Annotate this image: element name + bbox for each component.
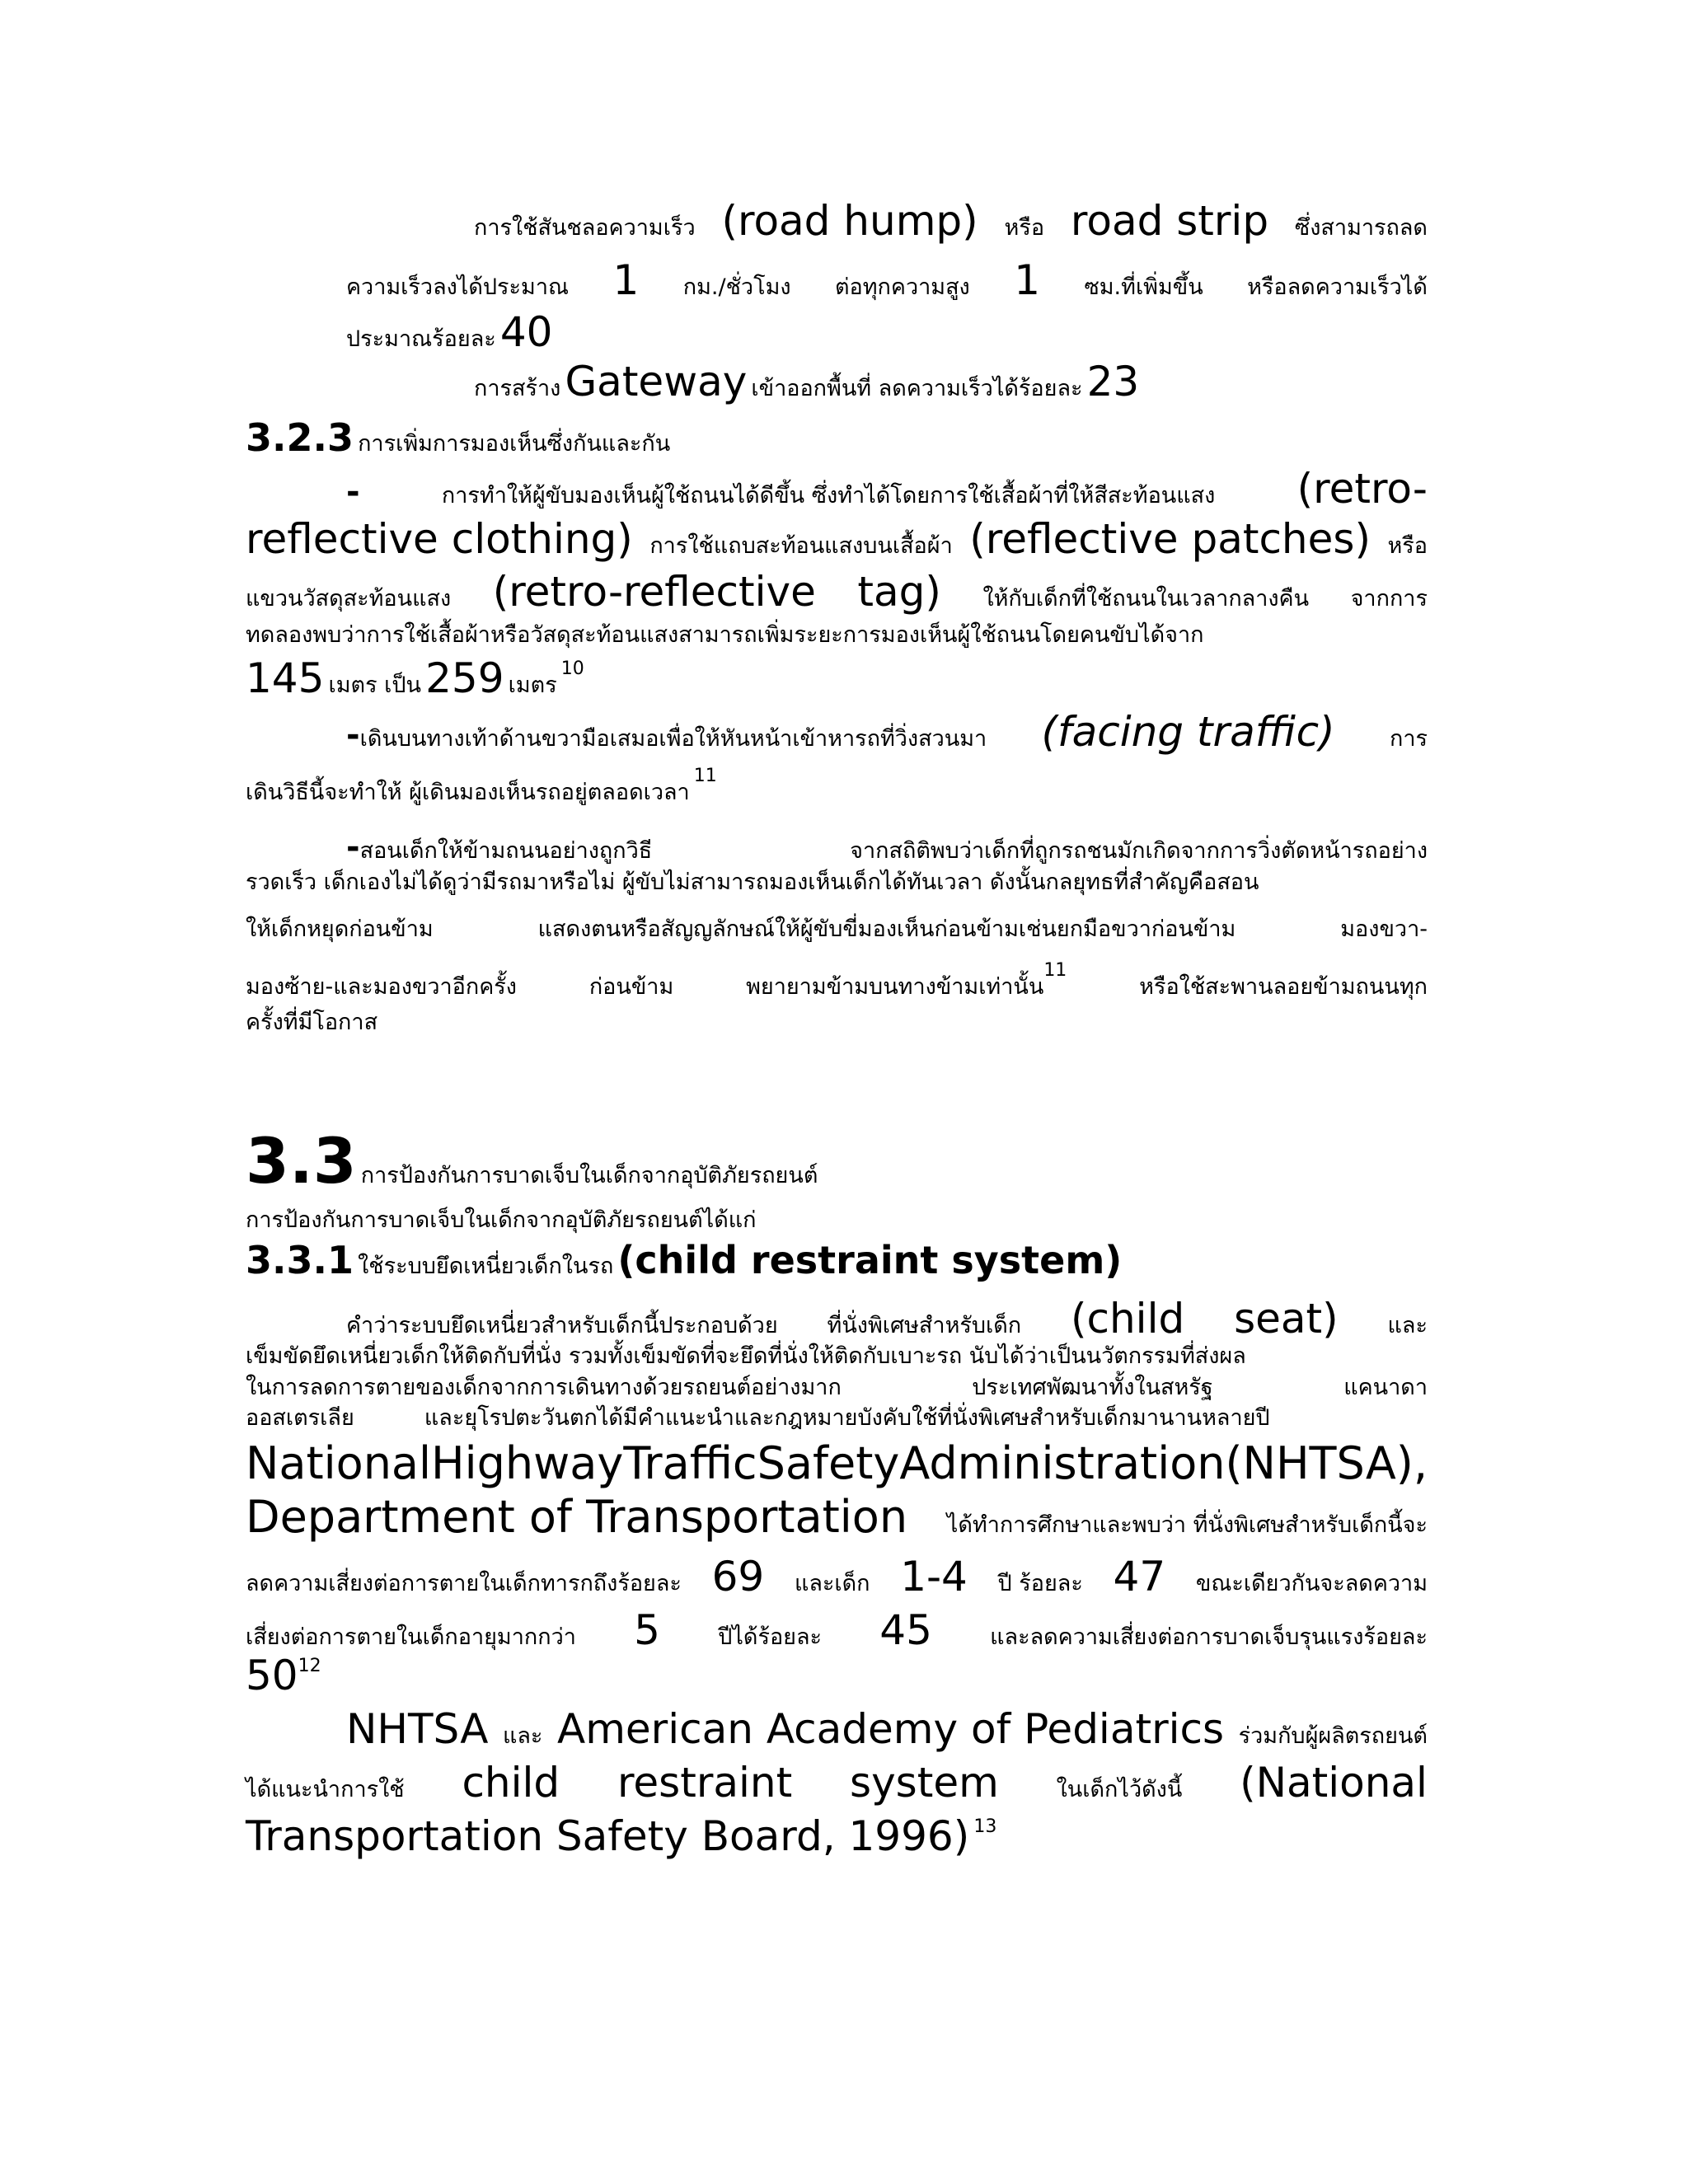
text: ที่นั่งพิเศษสำหรับเด็ก	[827, 1313, 1022, 1338]
text: พยายามข้ามบนทางข้ามเท่านั้น	[746, 974, 1044, 1000]
text: หรือ	[1387, 533, 1428, 559]
text: ประมาณร้อยละ	[346, 326, 496, 352]
text: Highway	[431, 1437, 624, 1489]
crossing-line-1	[346, 828, 1428, 866]
text: เข้าออกพื้นที่ ลดความเร็วได้ร้อยละ	[751, 376, 1083, 401]
text: คำว่าระบบยึดเหนี่ยวสำหรับเด็กนี้ประกอบด้วย	[346, 1313, 778, 1338]
section-title-en: (child restraint system)	[617, 1238, 1123, 1282]
text: มองซ้าย-และมองขวาอีกครั้ง	[246, 974, 517, 1000]
gateway-line	[474, 359, 1428, 406]
bullet-dash: -	[346, 828, 360, 866]
text: (road hump)	[721, 197, 978, 245]
text: เมตร เป็น	[328, 673, 422, 698]
bullet-dash: -	[346, 473, 360, 511]
child-seat-line-2	[246, 1343, 1428, 1369]
reflective-line-2	[246, 516, 1428, 564]
section-heading-3-3	[246, 1125, 1428, 1197]
text: ลดความเสี่ยงต่อการตายในเด็กทารกถึงร้อยละ	[246, 1571, 682, 1596]
text: เข็มขัดยึดเหนี่ยวเด็กให้ติดกับที่นั่ง รวมทั้งเข็มขัดที่จะยึดที่นั่งให้ติดกับเบาะรถ นับได้ว่าเป็นนวัตกรรมที่ส่งผล	[246, 1343, 1246, 1369]
text: ในการลดการตายของเด็กจากการเดินทางด้วยรถยนต์อย่างมาก	[246, 1375, 842, 1400]
aap-line-1	[346, 1706, 1428, 1754]
text: ได้แนะนำการใช้	[246, 1777, 405, 1802]
text: restraint	[617, 1759, 793, 1807]
reflective-line-4	[246, 622, 1428, 648]
text: และ	[502, 1723, 543, 1749]
text: ทดลองพบว่าการใช้เสื้อผ้าหรือวัสดุสะท้อนแสงสามารถเพิ่มระยะการมองเห็นผู้ใช้ถนนโดยคนขับได้จาก	[246, 622, 1204, 648]
text: reflective clothing)	[246, 515, 633, 563]
text: และ	[1387, 1313, 1428, 1338]
text: ปี ร้อยละ	[997, 1571, 1083, 1596]
crossing-line-4	[246, 960, 1428, 1000]
number: 45	[879, 1606, 932, 1654]
section-number: 3.3	[246, 1124, 357, 1197]
text: child	[462, 1759, 560, 1807]
text: จากการ	[1350, 586, 1428, 612]
footnote-ref: 11	[1043, 960, 1067, 981]
section-title: การเพิ่มการมองเห็นซึ่งกันและกัน	[358, 431, 671, 457]
text: ปีได้ร้อยละ	[718, 1624, 823, 1650]
reflective-line-5	[246, 655, 1428, 703]
text: มองขวา-	[1340, 916, 1428, 942]
number: 23	[1086, 358, 1140, 405]
road-hump-line-1	[474, 198, 1428, 246]
number: 145	[246, 654, 325, 702]
text: การทำให้ผู้ขับมองเห็นผู้ใช้ถนนได้ดีขึ้น ซึ่งทำได้โดยการใช้เสื้อผ้าที่ให้สีสะท้อนแสง	[441, 483, 1216, 509]
text: และยุโรปตะวันตกได้มีคำแนะนำและกฎหมายบังคับใช้ที่นั่งพิเศษสำหรับเด็กมานานหลายปี	[424, 1405, 1270, 1431]
section-intro	[246, 1207, 1428, 1233]
risk-line-3	[246, 1652, 1428, 1700]
section-heading-3-2-3	[246, 416, 1428, 460]
text: ออสเตรเลีย	[246, 1405, 354, 1431]
number: 1	[1014, 256, 1040, 304]
text: กม./ชั่วโมง	[682, 274, 791, 300]
crossing-line-3	[246, 916, 1428, 942]
text: การใช้แถบสะท้อนแสงบนเสื้อผ้า	[649, 533, 953, 559]
text: (facing traffic)	[1041, 708, 1335, 756]
text: ให้กับเด็กที่ใช้ถนนในเวลากลางคืน	[982, 586, 1310, 612]
road-hump-line-3	[346, 309, 1428, 357]
text: และเด็ก	[794, 1571, 870, 1596]
text: จากสถิติพบว่าเด็กที่ถูกรถชนมักเกิดจากการวิ่งตัดหน้ารถอย่าง	[850, 838, 1428, 864]
text: (NHTSA),	[1225, 1437, 1428, 1489]
text: Safety	[757, 1437, 900, 1489]
text: ครั้งที่มีโอกาส	[246, 1010, 378, 1035]
road-hump-line-2	[346, 257, 1428, 305]
text: เดินวิธีนี้จะทำให้ ผู้เดินมองเห็นรถอยู่ตลอดเวลา	[246, 780, 690, 805]
section-number: 3.3.1	[246, 1238, 354, 1282]
text: เมตร	[508, 673, 557, 698]
crossing-line-2	[246, 869, 1428, 895]
text: สอนเด็กให้ข้ามถนนอย่างถูกวิธี	[359, 838, 653, 864]
number: 1-4	[900, 1553, 968, 1601]
text: หรือลดความเร็วได้	[1247, 274, 1428, 300]
text: American Academy of Pediatrics	[557, 1705, 1225, 1753]
text: ซึ่งสามารถลด	[1294, 215, 1428, 241]
text: (National	[1240, 1759, 1428, 1807]
child-seat-line-1	[346, 1296, 1428, 1343]
text: National	[246, 1437, 432, 1489]
section-number: 3.2.3	[246, 415, 354, 460]
text: เสี่ยงต่อการตายในเด็กอายุมากกว่า	[246, 1624, 576, 1650]
text: (retro-reflective	[492, 568, 816, 616]
text: ประเทศพัฒนาทั้งในสหรัฐ	[972, 1375, 1213, 1400]
text: ต่อทุกความสูง	[835, 274, 970, 300]
section-heading-3-3-1	[246, 1239, 1428, 1282]
text: หรือใช้สะพานลอยข้ามถนนทุก	[1139, 974, 1428, 1000]
text: ก่อนข้าม	[588, 974, 674, 1000]
text: ความเร็วลงได้ประมาณ	[346, 274, 570, 300]
text: Gateway	[565, 358, 748, 405]
number: 40	[499, 308, 553, 356]
crossing-line-5	[246, 1010, 1428, 1035]
number: 69	[711, 1553, 765, 1601]
text: ร่วมกับผู้ผลิตรถยนต์	[1238, 1723, 1428, 1749]
text: การป้องกันการบาดเจ็บในเด็กจากอุบัติภัยรถยนต์ได้แก่	[246, 1207, 757, 1233]
text: ขณะเดียวกันจะลดความ	[1195, 1571, 1428, 1596]
text: แสดงตนหรือสัญญลักษณ์ให้ผู้ขับขี่มองเห็นก่อนข้ามเช่นยกมือขวาก่อนข้าม	[537, 916, 1236, 942]
text: (reflective patches)	[969, 515, 1371, 563]
dot-line	[246, 1492, 1428, 1543]
nhtsa-name-line	[246, 1438, 1428, 1489]
text: Department of Transportation	[246, 1491, 908, 1543]
aap-line-3	[246, 1813, 1428, 1861]
text: เดินบนทางเท้าด้านขวามือเสมอเพื่อให้หันหน้าเข้าหารถที่วิ่งสวนมา	[359, 726, 987, 752]
number: 1	[612, 256, 640, 304]
number: 50	[246, 1652, 298, 1699]
text: และลดความเสี่ยงต่อการบาดเจ็บรุนแรงร้อยละ	[990, 1624, 1428, 1650]
text: Traffic	[623, 1437, 757, 1489]
child-seat-line-4	[246, 1405, 1428, 1431]
text: หรือ	[1004, 215, 1045, 241]
text: แคนาดา	[1343, 1375, 1428, 1400]
footnote-ref: 10	[560, 658, 584, 679]
footnote-ref: 12	[298, 1656, 321, 1676]
facing-traffic-line-2	[246, 766, 1428, 805]
text: ได้ทำการศึกษาและพบว่า ที่นั่งพิเศษสำหรับเด็กนี้จะ	[946, 1512, 1428, 1538]
number: 5	[634, 1606, 660, 1654]
reflective-line-1	[346, 466, 1428, 513]
text: seat)	[1234, 1295, 1339, 1343]
number: 47	[1113, 1553, 1166, 1601]
text: system	[850, 1759, 999, 1807]
text: ในเด็กไว้ดังนี้	[1056, 1777, 1183, 1802]
text: การ	[1389, 726, 1428, 752]
number: 259	[425, 654, 504, 702]
risk-line-2	[246, 1607, 1428, 1655]
text: แขวนวัสดุสะท้อนแสง	[246, 586, 452, 612]
section-title: ใช้ระบบยึดเหนี่ยวเด็กในรถ	[358, 1254, 614, 1279]
text: road strip	[1070, 197, 1269, 245]
reflective-line-3	[246, 569, 1428, 616]
text: NHTSA	[346, 1705, 489, 1753]
text: ซม.ที่เพิ่มขึ้น	[1084, 274, 1203, 300]
risk-line-1	[246, 1554, 1428, 1601]
text: Administration	[899, 1437, 1226, 1489]
child-seat-line-3	[246, 1375, 1428, 1400]
text: Transportation Safety Board, 1996)	[246, 1812, 970, 1860]
text: การสร้าง	[474, 376, 561, 401]
text: tag)	[857, 568, 941, 616]
text: (retro-	[1296, 465, 1428, 513]
footnote-ref: 11	[693, 766, 717, 786]
aap-line-2	[246, 1760, 1428, 1807]
text: รวดเร็ว เด็กเองไม่ได้ดูว่ามีรถมาหรือไม่ ผู้ขับไม่สามารถมองเห็นเด็กได้ทันเวลา ดังนั้นกลยุทธที่สำคัญคือสอน	[246, 869, 1259, 895]
bullet-dash: -	[346, 716, 360, 754]
text: (child	[1071, 1295, 1185, 1343]
facing-traffic-line-1	[346, 709, 1428, 757]
text: ให้เด็กหยุดก่อนข้าม	[246, 916, 434, 942]
text: การใช้สันชลอความเร็ว	[474, 215, 696, 241]
footnote-ref: 13	[973, 1816, 997, 1837]
section-title: การป้องกันการบาดเจ็บในเด็กจากอุบัติภัยรถยนต์	[360, 1163, 818, 1188]
